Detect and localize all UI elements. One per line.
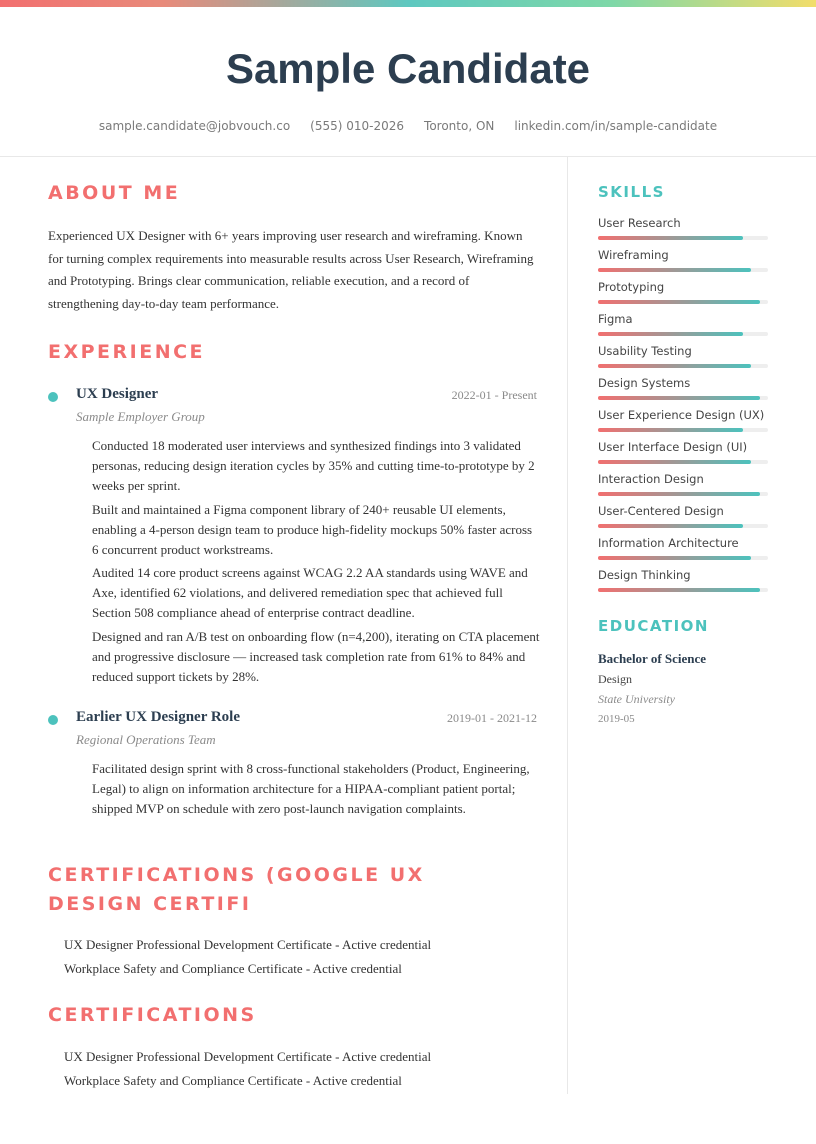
job-bullet: Built and maintained a Figma component library of 240+ reusable UI elements, enabling a 4-person design team to produce high-fidelity mockups 50% faster across 6 concurrent product workstreams. (92, 502, 533, 557)
skill-name: Design Systems (598, 376, 691, 390)
certifications-title: CERTIFICATIONS (48, 1004, 257, 1026)
skill-name: Interaction Design (598, 472, 704, 486)
skill-item (598, 472, 768, 502)
job-role: Earlier UX Designer Role (76, 709, 240, 725)
education-degree: Bachelor of Science (598, 651, 707, 666)
skill-item (598, 248, 768, 278)
skill-level-bar (598, 556, 768, 560)
skill-level-bar (598, 268, 768, 272)
skill-level-fill (598, 236, 743, 240)
job-bullet: Designed and ran A/B test on onboarding flow (n=4,200), iterating on CTA placement and progressive disclosure — increased task completion rate from 61% to 84% and reduced support tickets by 28%. (92, 629, 540, 684)
skill-item (598, 440, 768, 470)
skill-name: Information Architecture (598, 536, 739, 550)
job-employer: Sample Employer Group (76, 409, 205, 424)
skill-level-fill (598, 588, 760, 592)
job-dates: 2019-01 - 2021-12 (447, 711, 537, 725)
job-bullet: Facilitated design sprint with 8 cross-functional stakeholders (Product, Engineering, Legal) to align on information architecture for a HIPAA-compliant patient portal; shipped MVP on schedule with zero post-launch navigation complaints. (92, 761, 530, 816)
candidate-name: Sample Candidate (225, 45, 591, 92)
timeline-dot (48, 715, 58, 725)
skill-item (598, 344, 768, 374)
certification-item: UX Designer Professional Development Certificate - Active credential (64, 937, 432, 952)
skill-item (598, 312, 768, 342)
certification-item: UX Designer Professional Development Certificate - Active credential (64, 1049, 432, 1064)
contact-linkedin[interactable]: linkedin.com/in/sample-candidate (514, 119, 718, 133)
skill-name: User Experience Design (UX) (598, 408, 765, 422)
skill-level-bar (598, 396, 768, 400)
skills-title: SKILLS (598, 183, 665, 201)
job-entry (48, 386, 538, 696)
skill-level-fill (598, 556, 751, 560)
skill-item (598, 568, 768, 598)
education-title: EDUCATION (598, 617, 709, 635)
job-dates: 2022-01 - Present (451, 388, 537, 402)
contact-location: Toronto, ON (424, 119, 495, 133)
skill-name: User Research (598, 216, 681, 230)
skill-name: Figma (598, 312, 633, 326)
skill-item (598, 408, 768, 438)
skill-level-bar (598, 300, 768, 304)
about-text: Experienced UX Designer with 6+ years improving user research and wireframing. Known for turning complex requirements into measurable results across User Research, Wireframing and Prototyping. Brings clear communication, reliable execution, and a record of strengthening day-to-day team performance. (48, 228, 534, 311)
skill-item (598, 536, 768, 566)
education-school: State University (598, 692, 675, 706)
skill-level-fill (598, 428, 743, 432)
job-entry (48, 709, 538, 839)
skill-level-fill (598, 268, 751, 272)
skill-level-bar (598, 492, 768, 496)
skill-item (598, 376, 768, 406)
skill-name: User Interface Design (UI) (598, 440, 748, 454)
skill-level-bar (598, 428, 768, 432)
timeline-dot (48, 392, 58, 402)
main-column (0, 157, 568, 1094)
skill-name: Usability Testing (598, 344, 692, 358)
top-accent-bar (0, 0, 816, 7)
job-bullet: Audited 14 core product screens against WCAG 2.2 AA standards using WAVE and Axe, identified 62 violations, and delivered remediation spec that achieved full Section 508 compliance ahead of enterprise contract deadline. (92, 565, 528, 620)
skill-level-fill (598, 492, 760, 496)
skill-level-bar (598, 524, 768, 528)
contact-phone[interactable]: (555) 010-2026 (310, 119, 405, 133)
certifications-google-title: CERTIFICATIONS (GOOGLE UX DESIGN CERTIFI (48, 864, 425, 915)
skill-level-bar (598, 332, 768, 336)
skill-name: Design Thinking (598, 568, 691, 582)
job-bullet: Conducted 18 moderated user interviews and synthesized findings into 3 validated personas, reducing design iteration cycles by 35% and cutting time-to-prototype by 2 weeks per sprint. (92, 438, 535, 493)
about-title: ABOUT ME (48, 182, 181, 204)
skill-level-fill (598, 460, 751, 464)
skill-level-bar (598, 588, 768, 592)
certification-item: Workplace Safety and Compliance Certificate - Active credential (64, 961, 402, 976)
contact-email[interactable]: sample.candidate@jobvouch.co (98, 119, 291, 133)
job-role: UX Designer (76, 386, 159, 402)
skill-level-fill (598, 396, 760, 400)
experience-title: EXPERIENCE (48, 341, 206, 363)
skill-level-fill (598, 300, 760, 304)
skill-item (598, 216, 768, 246)
education-field: Design (598, 672, 632, 686)
resume-header (0, 7, 816, 157)
skill-level-fill (598, 524, 743, 528)
skill-item (598, 504, 768, 534)
education-date: 2019-05 (598, 713, 635, 725)
skill-level-bar (598, 460, 768, 464)
skill-level-fill (598, 364, 751, 368)
skill-level-bar (598, 364, 768, 368)
skill-name: User-Centered Design (598, 504, 724, 518)
contact-line (0, 119, 816, 133)
certification-item: Workplace Safety and Compliance Certificate - Active credential (64, 1073, 402, 1088)
sidebar-column (568, 157, 816, 1094)
skill-name: Wireframing (598, 248, 669, 262)
skill-name: Prototyping (598, 280, 665, 294)
skill-level-fill (598, 332, 743, 336)
job-employer: Regional Operations Team (76, 732, 216, 747)
skill-item (598, 280, 768, 310)
skill-level-bar (598, 236, 768, 240)
